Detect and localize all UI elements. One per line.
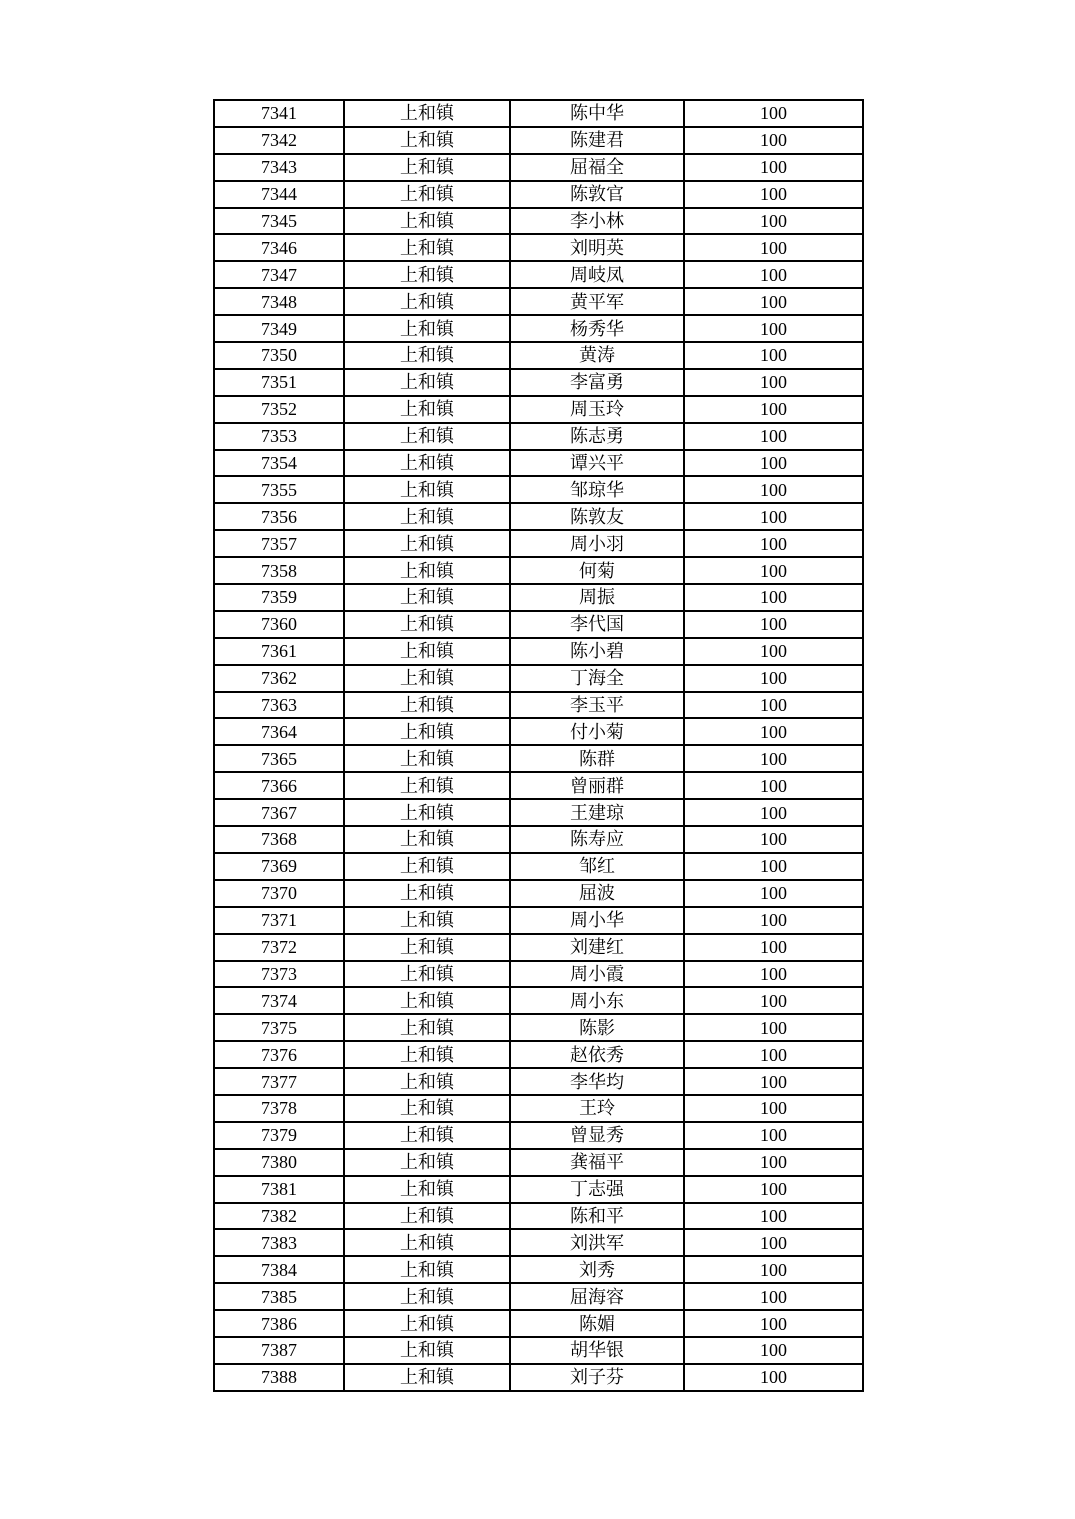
person-name-cell: 王建琼 [510, 799, 684, 826]
person-name-cell: 屈海容 [510, 1283, 684, 1310]
table-row [214, 369, 863, 396]
town-cell: 上和镇 [344, 127, 510, 154]
person-name-cell: 何菊 [510, 557, 684, 584]
person-name-cell: 刘秀 [510, 1256, 684, 1283]
town-cell: 上和镇 [344, 934, 510, 961]
table-row [214, 1149, 863, 1176]
score-cell: 100 [684, 342, 863, 369]
table-row [214, 611, 863, 638]
town-cell: 上和镇 [344, 423, 510, 450]
table-row [214, 772, 863, 799]
score-cell: 100 [684, 1203, 863, 1230]
town-cell: 上和镇 [344, 718, 510, 745]
score-cell: 100 [684, 1095, 863, 1122]
row-id-cell: 7373 [214, 961, 344, 988]
score-cell: 100 [684, 261, 863, 288]
person-name-cell: 屈福全 [510, 154, 684, 181]
town-cell: 上和镇 [344, 907, 510, 934]
table-row [214, 584, 863, 611]
row-id-cell: 7366 [214, 772, 344, 799]
person-name-cell: 李小林 [510, 208, 684, 235]
person-name-cell: 杨秀华 [510, 315, 684, 342]
town-cell: 上和镇 [344, 181, 510, 208]
row-id-cell: 7345 [214, 208, 344, 235]
town-cell: 上和镇 [344, 1203, 510, 1230]
person-name-cell: 邹红 [510, 853, 684, 880]
town-cell: 上和镇 [344, 503, 510, 530]
person-name-cell: 谭兴平 [510, 450, 684, 477]
score-cell: 100 [684, 611, 863, 638]
score-cell: 100 [684, 127, 863, 154]
row-id-cell: 7388 [214, 1364, 344, 1391]
town-cell: 上和镇 [344, 450, 510, 477]
score-cell: 100 [684, 907, 863, 934]
town-cell: 上和镇 [344, 799, 510, 826]
person-name-cell: 赵依秀 [510, 1041, 684, 1068]
table-row [214, 396, 863, 423]
town-cell: 上和镇 [344, 665, 510, 692]
table-row [214, 1310, 863, 1337]
table-row [214, 557, 863, 584]
table-row [214, 450, 863, 477]
table-row [214, 423, 863, 450]
score-cell: 100 [684, 1122, 863, 1149]
table-row [214, 1283, 863, 1310]
score-cell: 100 [684, 100, 863, 127]
person-name-cell: 周振 [510, 584, 684, 611]
score-cell: 100 [684, 557, 863, 584]
score-cell: 100 [684, 961, 863, 988]
town-cell: 上和镇 [344, 100, 510, 127]
town-cell: 上和镇 [344, 1229, 510, 1256]
table-row [214, 154, 863, 181]
town-cell: 上和镇 [344, 1337, 510, 1364]
person-name-cell: 陈寿应 [510, 826, 684, 853]
score-cell: 100 [684, 315, 863, 342]
town-cell: 上和镇 [344, 342, 510, 369]
score-cell: 100 [684, 450, 863, 477]
row-id-cell: 7370 [214, 880, 344, 907]
town-cell: 上和镇 [344, 987, 510, 1014]
score-cell: 100 [684, 718, 863, 745]
table-row [214, 638, 863, 665]
score-cell: 100 [684, 826, 863, 853]
town-cell: 上和镇 [344, 530, 510, 557]
table-row [214, 1203, 863, 1230]
person-name-cell: 周小华 [510, 907, 684, 934]
town-cell: 上和镇 [344, 772, 510, 799]
score-cell: 100 [684, 1283, 863, 1310]
person-name-cell: 丁志强 [510, 1176, 684, 1203]
person-name-cell: 刘子芬 [510, 1364, 684, 1391]
row-id-cell: 7365 [214, 745, 344, 772]
score-cell: 100 [684, 234, 863, 261]
person-name-cell: 李富勇 [510, 369, 684, 396]
town-cell: 上和镇 [344, 154, 510, 181]
row-id-cell: 7383 [214, 1229, 344, 1256]
town-cell: 上和镇 [344, 288, 510, 315]
town-cell: 上和镇 [344, 1310, 510, 1337]
person-name-cell: 黄涛 [510, 342, 684, 369]
row-id-cell: 7368 [214, 826, 344, 853]
town-cell: 上和镇 [344, 638, 510, 665]
table-row [214, 1176, 863, 1203]
table-row [214, 503, 863, 530]
score-cell: 100 [684, 503, 863, 530]
score-cell: 100 [684, 1041, 863, 1068]
score-cell: 100 [684, 396, 863, 423]
row-id-cell: 7362 [214, 665, 344, 692]
row-id-cell: 7347 [214, 261, 344, 288]
person-name-cell: 屈波 [510, 880, 684, 907]
table-row [214, 1068, 863, 1095]
row-id-cell: 7343 [214, 154, 344, 181]
row-id-cell: 7385 [214, 1283, 344, 1310]
table-row [214, 315, 863, 342]
score-cell: 100 [684, 772, 863, 799]
score-cell: 100 [684, 1014, 863, 1041]
town-cell: 上和镇 [344, 1283, 510, 1310]
table-row [214, 1364, 863, 1391]
row-id-cell: 7378 [214, 1095, 344, 1122]
row-id-cell: 7380 [214, 1149, 344, 1176]
row-id-cell: 7361 [214, 638, 344, 665]
score-cell: 100 [684, 934, 863, 961]
row-id-cell: 7372 [214, 934, 344, 961]
table-row [214, 181, 863, 208]
person-name-cell: 周小东 [510, 987, 684, 1014]
score-cell: 100 [684, 208, 863, 235]
table-row [214, 880, 863, 907]
person-name-cell: 陈影 [510, 1014, 684, 1041]
score-cell: 100 [684, 665, 863, 692]
score-cell: 100 [684, 1337, 863, 1364]
table-row [214, 342, 863, 369]
row-id-cell: 7382 [214, 1203, 344, 1230]
person-name-cell: 陈小碧 [510, 638, 684, 665]
score-cell: 100 [684, 1256, 863, 1283]
person-name-cell: 邹琼华 [510, 476, 684, 503]
town-cell: 上和镇 [344, 234, 510, 261]
score-cell: 100 [684, 987, 863, 1014]
row-id-cell: 7369 [214, 853, 344, 880]
town-cell: 上和镇 [344, 853, 510, 880]
person-name-cell: 周小羽 [510, 530, 684, 557]
score-cell: 100 [684, 530, 863, 557]
table-row [214, 987, 863, 1014]
row-id-cell: 7363 [214, 692, 344, 719]
table-row [214, 1122, 863, 1149]
row-id-cell: 7349 [214, 315, 344, 342]
town-cell: 上和镇 [344, 1068, 510, 1095]
row-id-cell: 7375 [214, 1014, 344, 1041]
person-name-cell: 丁海全 [510, 665, 684, 692]
table-row [214, 826, 863, 853]
town-cell: 上和镇 [344, 961, 510, 988]
table-row [214, 799, 863, 826]
table-row [214, 907, 863, 934]
table-row [214, 1256, 863, 1283]
row-id-cell: 7377 [214, 1068, 344, 1095]
row-id-cell: 7376 [214, 1041, 344, 1068]
town-cell: 上和镇 [344, 611, 510, 638]
row-id-cell: 7384 [214, 1256, 344, 1283]
town-cell: 上和镇 [344, 1364, 510, 1391]
person-name-cell: 刘明英 [510, 234, 684, 261]
records-table [213, 99, 864, 1392]
row-id-cell: 7346 [214, 234, 344, 261]
score-cell: 100 [684, 799, 863, 826]
person-name-cell: 陈和平 [510, 1203, 684, 1230]
person-name-cell: 付小菊 [510, 718, 684, 745]
score-cell: 100 [684, 584, 863, 611]
town-cell: 上和镇 [344, 826, 510, 853]
person-name-cell: 周玉玲 [510, 396, 684, 423]
person-name-cell: 刘建红 [510, 934, 684, 961]
table-row [214, 853, 863, 880]
table-row [214, 1337, 863, 1364]
row-id-cell: 7371 [214, 907, 344, 934]
row-id-cell: 7360 [214, 611, 344, 638]
table-row [214, 288, 863, 315]
town-cell: 上和镇 [344, 1014, 510, 1041]
town-cell: 上和镇 [344, 315, 510, 342]
score-cell: 100 [684, 853, 863, 880]
person-name-cell: 周小霞 [510, 961, 684, 988]
table-row [214, 1014, 863, 1041]
town-cell: 上和镇 [344, 261, 510, 288]
town-cell: 上和镇 [344, 745, 510, 772]
person-name-cell: 李华均 [510, 1068, 684, 1095]
row-id-cell: 7387 [214, 1337, 344, 1364]
table-body [214, 100, 863, 1391]
row-id-cell: 7341 [214, 100, 344, 127]
table-row [214, 530, 863, 557]
score-cell: 100 [684, 638, 863, 665]
person-name-cell: 曾显秀 [510, 1122, 684, 1149]
town-cell: 上和镇 [344, 1176, 510, 1203]
score-cell: 100 [684, 1068, 863, 1095]
score-cell: 100 [684, 423, 863, 450]
row-id-cell: 7344 [214, 181, 344, 208]
row-id-cell: 7367 [214, 799, 344, 826]
person-name-cell: 李玉平 [510, 692, 684, 719]
person-name-cell: 陈建君 [510, 127, 684, 154]
person-name-cell: 周岐凤 [510, 261, 684, 288]
row-id-cell: 7379 [214, 1122, 344, 1149]
score-cell: 100 [684, 154, 863, 181]
town-cell: 上和镇 [344, 880, 510, 907]
score-cell: 100 [684, 1149, 863, 1176]
table-row [214, 1095, 863, 1122]
table-row [214, 692, 863, 719]
table-row [214, 476, 863, 503]
score-cell: 100 [684, 369, 863, 396]
town-cell: 上和镇 [344, 1122, 510, 1149]
row-id-cell: 7356 [214, 503, 344, 530]
score-cell: 100 [684, 288, 863, 315]
town-cell: 上和镇 [344, 1256, 510, 1283]
table-row [214, 934, 863, 961]
person-name-cell: 李代国 [510, 611, 684, 638]
table-row [214, 1041, 863, 1068]
person-name-cell: 刘洪军 [510, 1229, 684, 1256]
score-cell: 100 [684, 476, 863, 503]
row-id-cell: 7352 [214, 396, 344, 423]
town-cell: 上和镇 [344, 557, 510, 584]
row-id-cell: 7364 [214, 718, 344, 745]
town-cell: 上和镇 [344, 692, 510, 719]
table-row [214, 961, 863, 988]
table-row [214, 127, 863, 154]
score-cell: 100 [684, 1364, 863, 1391]
town-cell: 上和镇 [344, 476, 510, 503]
town-cell: 上和镇 [344, 1149, 510, 1176]
person-name-cell: 王玲 [510, 1095, 684, 1122]
score-cell: 100 [684, 1229, 863, 1256]
person-name-cell: 曾丽群 [510, 772, 684, 799]
table-row [214, 665, 863, 692]
table-row [214, 100, 863, 127]
table-row [214, 234, 863, 261]
row-id-cell: 7342 [214, 127, 344, 154]
person-name-cell: 龚福平 [510, 1149, 684, 1176]
person-name-cell: 陈媚 [510, 1310, 684, 1337]
row-id-cell: 7353 [214, 423, 344, 450]
score-cell: 100 [684, 1176, 863, 1203]
row-id-cell: 7359 [214, 584, 344, 611]
town-cell: 上和镇 [344, 369, 510, 396]
person-name-cell: 陈群 [510, 745, 684, 772]
person-name-cell: 陈敦友 [510, 503, 684, 530]
score-cell: 100 [684, 745, 863, 772]
table-row [214, 718, 863, 745]
table-row [214, 745, 863, 772]
row-id-cell: 7386 [214, 1310, 344, 1337]
town-cell: 上和镇 [344, 208, 510, 235]
person-name-cell: 胡华银 [510, 1337, 684, 1364]
row-id-cell: 7358 [214, 557, 344, 584]
row-id-cell: 7348 [214, 288, 344, 315]
row-id-cell: 7374 [214, 987, 344, 1014]
town-cell: 上和镇 [344, 396, 510, 423]
row-id-cell: 7351 [214, 369, 344, 396]
row-id-cell: 7350 [214, 342, 344, 369]
table-row [214, 208, 863, 235]
score-cell: 100 [684, 880, 863, 907]
town-cell: 上和镇 [344, 584, 510, 611]
row-id-cell: 7357 [214, 530, 344, 557]
score-cell: 100 [684, 692, 863, 719]
person-name-cell: 陈敦官 [510, 181, 684, 208]
row-id-cell: 7354 [214, 450, 344, 477]
row-id-cell: 7355 [214, 476, 344, 503]
score-cell: 100 [684, 1310, 863, 1337]
town-cell: 上和镇 [344, 1095, 510, 1122]
person-name-cell: 陈志勇 [510, 423, 684, 450]
score-cell: 100 [684, 181, 863, 208]
row-id-cell: 7381 [214, 1176, 344, 1203]
table-row [214, 261, 863, 288]
town-cell: 上和镇 [344, 1041, 510, 1068]
table-row [214, 1229, 863, 1256]
person-name-cell: 陈中华 [510, 100, 684, 127]
person-name-cell: 黄平军 [510, 288, 684, 315]
